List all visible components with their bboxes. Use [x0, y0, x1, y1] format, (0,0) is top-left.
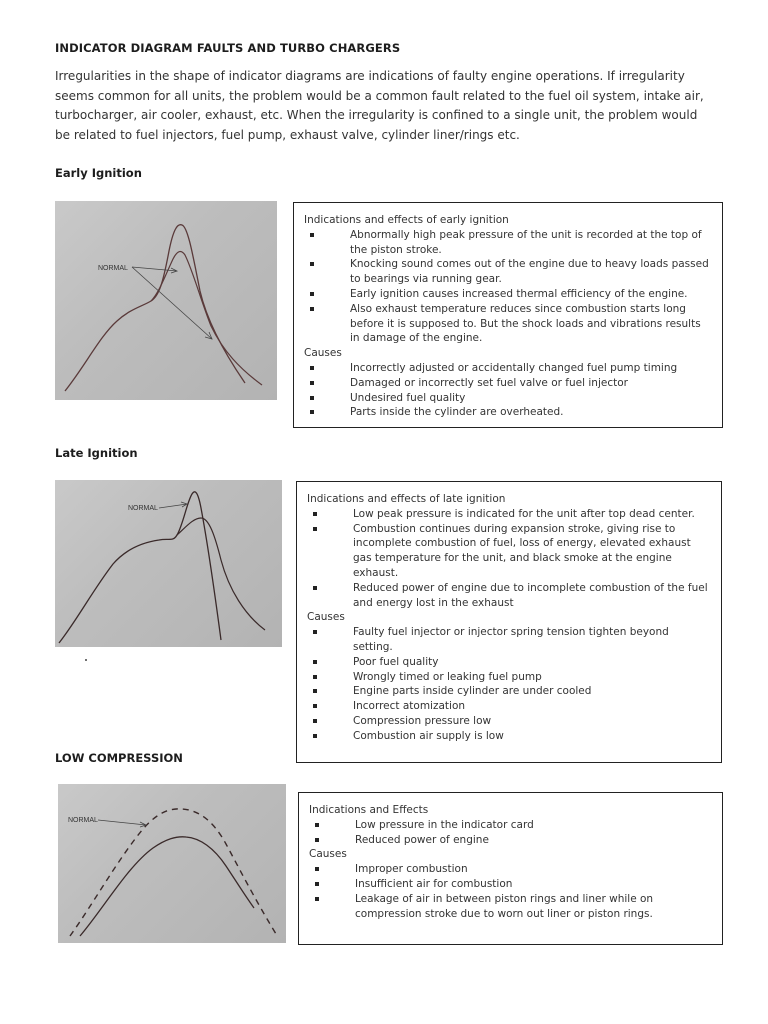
- effects-title: Indications and effects of late ignition: [307, 493, 506, 505]
- low-compression-diagram: [58, 784, 286, 943]
- section-heading-late-ignition: Late Ignition: [55, 446, 138, 460]
- late-ignition-diagram: [55, 480, 282, 647]
- low-compression-info-box: [298, 792, 723, 945]
- list-item: Insufficient air for combustion: [309, 877, 712, 892]
- list-item: Parts inside the cylinder are overheated.: [304, 405, 712, 420]
- effects-list: [307, 507, 711, 611]
- document-title: INDICATOR DIAGRAM FAULTS AND TURBO CHARGERS: [55, 41, 401, 55]
- effects-list: [304, 228, 712, 346]
- early-ignition-diagram-photo: [55, 201, 277, 400]
- causes-title: Causes: [309, 848, 347, 861]
- section-heading-early-ignition: Early Ignition: [55, 166, 142, 180]
- early-ignition-diagram: [55, 201, 277, 400]
- causes-list: [309, 862, 712, 921]
- effects-title: Indications and effects of early ignition: [304, 214, 509, 226]
- list-item: Reduced power of engine: [309, 833, 712, 848]
- intro-paragraph: Irregularities in the shape of indicator diagrams are indications of faulty engine operations. If irregularity seems common for all units, the problem would be a common fault related to the fuel oil system, intake air, turbocharger, air cooler, exhaust, etc. When the irregularity is confined to a single unit, the problem would be related to fuel injectors, fuel pump, exhaust valve, cylinder liner/rings etc.: [55, 69, 704, 142]
- stray-mark: [85, 659, 87, 661]
- list-item: Compression pressure low: [307, 714, 711, 729]
- list-item: Combustion air supply is low: [307, 729, 711, 744]
- list-item: Incorrect atomization: [307, 699, 711, 714]
- list-item: Engine parts inside cylinder are under cooled: [307, 684, 711, 699]
- effects-title: Indications and Effects: [309, 804, 429, 816]
- list-item: Abnormally high peak pressure of the unit is recorded at the top of the piston stroke.: [304, 228, 712, 258]
- list-item: Combustion continues during expansion stroke, giving rise to incomplete combustion of fuel, loss of energy, elevated exhaust gas temperature for the unit, and black smoke at the engine exhaust.: [307, 522, 711, 581]
- normal-label: NORMAL: [128, 505, 158, 512]
- low-compression-diagram-photo: [58, 784, 286, 943]
- list-item: Incorrectly adjusted or accidentally changed fuel pump timing: [304, 361, 712, 376]
- late-ignition-diagram-photo: [55, 480, 282, 647]
- list-item: Damaged or incorrectly set fuel valve or fuel injector: [304, 376, 712, 391]
- list-item: Improper combustion: [309, 862, 712, 877]
- list-item: Poor fuel quality: [307, 655, 711, 670]
- early-ignition-info-box: [293, 202, 723, 428]
- list-item: Faulty fuel injector or injector spring tension tighten beyond setting.: [307, 625, 711, 655]
- normal-label: NORMAL: [68, 817, 98, 824]
- causes-title: Causes: [304, 347, 342, 360]
- list-item: Also exhaust temperature reduces since combustion starts long before it is supposed to. But the shock loads and vibrations results in damage of the engine.: [304, 302, 712, 346]
- list-item: Wrongly timed or leaking fuel pump: [307, 670, 711, 685]
- normal-label: NORMAL: [98, 265, 128, 272]
- causes-list: [307, 625, 711, 743]
- list-item: Leakage of air in between piston rings and liner while on compression stroke due to worn out liner or piston rings.: [309, 892, 712, 922]
- causes-list: [304, 361, 712, 420]
- list-item: Undesired fuel quality: [304, 391, 712, 406]
- list-item: Low pressure in the indicator card: [309, 818, 712, 833]
- list-item: Early ignition causes increased thermal efficiency of the engine.: [304, 287, 712, 302]
- causes-title: Causes: [307, 611, 345, 624]
- effects-list: [309, 818, 712, 848]
- list-item: Knocking sound comes out of the engine due to heavy loads passed to bearings via running gear.: [304, 257, 712, 287]
- list-item: Low peak pressure is indicated for the unit after top dead center.: [307, 507, 711, 522]
- late-ignition-info-box: [296, 481, 722, 763]
- section-heading-low-compression: LOW COMPRESSION: [55, 751, 183, 765]
- list-item: Reduced power of engine due to incomplete combustion of the fuel and energy lost in the exhaust: [307, 581, 711, 611]
